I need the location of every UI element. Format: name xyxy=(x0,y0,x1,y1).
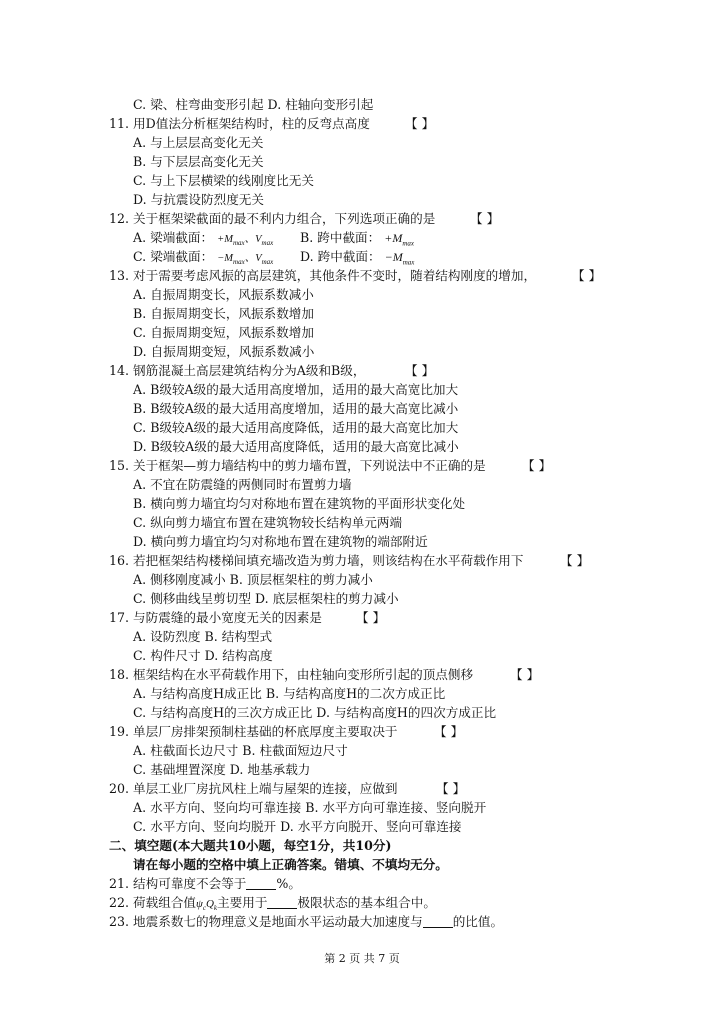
question-stem: 19. 单层厂房排架预制柱基础的杯底厚度主要取决于 xyxy=(109,724,398,739)
q23-suffix: 的比值。 xyxy=(452,914,504,929)
q12-c-formula: $-M_{max}$、$V_{max}$ xyxy=(217,253,274,267)
q22-formula: $\psi_cQ_k$ xyxy=(196,898,218,913)
q12-d-formula: $-M_{max}$ xyxy=(384,250,415,267)
answer-bracket[interactable]: 【 】 xyxy=(560,553,590,568)
answer-option: A. 水平方向、竖向均可靠连接 B. 水平方向可靠连接、竖向脱开 xyxy=(133,800,487,815)
q12-a-formula: $+M_{max}$、$V_{max}$ xyxy=(217,234,274,248)
question-stem: 14. 钢筋混凝土高层建筑结构分为A级和B级， xyxy=(109,363,366,378)
section-instruction: 请在每小题的空格中填上正确答案。错填、不填均无分。 xyxy=(133,857,448,872)
q12-option-c xyxy=(133,248,273,271)
q12-b-formula: $+M_{max}$ xyxy=(384,231,415,248)
answer-option: C. 纵向剪力墙宜布置在建筑物较长结构单元两端 xyxy=(133,515,403,530)
answer-bracket[interactable]: 【 】 xyxy=(572,268,602,283)
answer-option: B. 与下层层高变化无关 xyxy=(133,154,264,169)
answer-option: A. 柱截面长边尺寸 B. 柱截面短边尺寸 xyxy=(133,743,348,758)
section-heading: 二、填空题(本大题共10小题，每空1分，共10分) xyxy=(109,838,392,853)
q21-blank[interactable] xyxy=(246,877,276,890)
answer-option: A. 侧移刚度减小 B. 顶层框架柱的剪力减小 xyxy=(133,572,373,587)
answer-option: C. 与结构高度H的三次方成正比 D. 与结构高度H的四次方成正比 xyxy=(133,705,497,720)
answer-option: C. 水平方向、竖向均脱开 D. 水平方向脱开、竖向可靠连接 xyxy=(133,819,462,834)
q22-text: 22. 荷载组合值 xyxy=(109,895,197,910)
question-stem: 15. 关于框架—剪力墙结构中的剪力墙布置，下列说法中不正确的是 xyxy=(109,458,486,473)
answer-bracket[interactable]: 【 】 xyxy=(405,116,435,131)
q21-suffix: %。 xyxy=(276,876,301,891)
q22-mid: 主要用于 xyxy=(217,895,268,910)
question-21 xyxy=(109,875,301,893)
answer-option: C. 基础埋置深度 D. 地基承载力 xyxy=(133,762,311,777)
answer-option: C. 侧移曲线呈剪切型 D. 底层框架柱的剪力减小 xyxy=(133,591,399,606)
answer-bracket[interactable]: 【 】 xyxy=(470,211,500,226)
answer-bracket[interactable]: 【 】 xyxy=(356,610,386,625)
answer-bracket[interactable]: 【 】 xyxy=(510,667,540,682)
q12-b-label: B. 跨中截面： xyxy=(300,230,381,245)
q12-a-label: A. 梁端截面： xyxy=(133,230,214,245)
answer-option: C. 与上下层横梁的线刚度比无关 xyxy=(133,173,314,188)
question-23 xyxy=(109,913,503,931)
question-stem: 13. 对于需要考虑风振的高层建筑，其他条件不变时，随着结构刚度的增加， xyxy=(109,268,537,283)
answer-option: D. B级较A级的最大适用高度降低，适用的最大高宽比减小 xyxy=(133,439,459,454)
answer-bracket[interactable]: 【 】 xyxy=(434,724,464,739)
answer-bracket[interactable]: 【 】 xyxy=(522,458,552,473)
answer-option: A. 与上层层高变化无关 xyxy=(133,135,264,150)
q12-d-label: D. 跨中截面： xyxy=(300,249,381,264)
question-stem: 17. 与防震缝的最小宽度无关的因素是 xyxy=(109,610,322,625)
question-stem: 20. 单层工业厂房抗风柱上端与屋架的连接，应做到 xyxy=(109,781,398,796)
q22-suffix: 极限状态的基本组合中。 xyxy=(297,895,436,910)
q12-option-d xyxy=(300,248,414,271)
q23-blank[interactable] xyxy=(423,915,453,928)
answer-option: A. 设防烈度 B. 结构型式 xyxy=(133,629,273,644)
answer-option: B. 自振周期变长，风振系数增加 xyxy=(133,306,314,321)
answer-option: B. 横向剪力墙宜均匀对称地布置在建筑物的平面形状变化处 xyxy=(133,496,466,511)
answer-option: C. 梁、柱弯曲变形引起 D. 柱轴向变形引起 xyxy=(133,97,374,112)
q12-c-label: C. 梁端截面： xyxy=(133,249,214,264)
q23-text: 23. 地震系数七的物理意义是地面水平运动最大加速度与 xyxy=(109,914,423,929)
q21-text: 21. 结构可靠度不会等于 xyxy=(109,876,247,891)
answer-option: A. 不宜在防震缝的两侧同时布置剪力墙 xyxy=(133,477,352,492)
answer-option: A. 自振周期变长，风振系数减小 xyxy=(133,287,314,302)
answer-option: C. 自振周期变短，风振系数增加 xyxy=(133,325,314,340)
question-stem: 12. 关于框架梁截面的最不利内力组合，下列选项正确的是 xyxy=(109,211,436,226)
answer-option: A. B级较A级的最大适用高度增加，适用的最大高宽比加大 xyxy=(133,382,459,397)
answer-option: C. B级较A级的最大适用高度降低，适用的最大高宽比加大 xyxy=(133,420,459,435)
answer-option: C. 构件尺寸 D. 结构高度 xyxy=(133,648,273,663)
answer-option: D. 横向剪力墙宜均匀对称地布置在建筑物的端部附近 xyxy=(133,534,428,549)
answer-option: D. 与抗震设防烈度无关 xyxy=(133,192,264,207)
page-footer: 第 2 页 共 7 页 xyxy=(324,952,400,965)
answer-option: D. 自振周期变短，风振系数减小 xyxy=(133,344,315,359)
answer-bracket[interactable]: 【 】 xyxy=(436,781,466,796)
question-stem: 16. 若把框架结构楼梯间填充墙改造为剪力墙，则该结构在水平荷载作用下 xyxy=(109,553,524,568)
q22-blank[interactable] xyxy=(267,896,297,909)
question-stem: 18. 框架结构在水平荷载作用下，由柱轴向变形所引起的顶点侧移 xyxy=(109,667,474,682)
answer-option: A. 与结构高度H成正比 B. 与结构高度H的二次方成正比 xyxy=(133,686,446,701)
question-stem: 11. 用D值法分析框架结构时，柱的反弯点高度 xyxy=(109,116,370,131)
answer-option: B. B级较A级的最大适用高度增加，适用的最大高宽比减小 xyxy=(133,401,459,416)
answer-bracket[interactable]: 【 】 xyxy=(405,363,435,378)
